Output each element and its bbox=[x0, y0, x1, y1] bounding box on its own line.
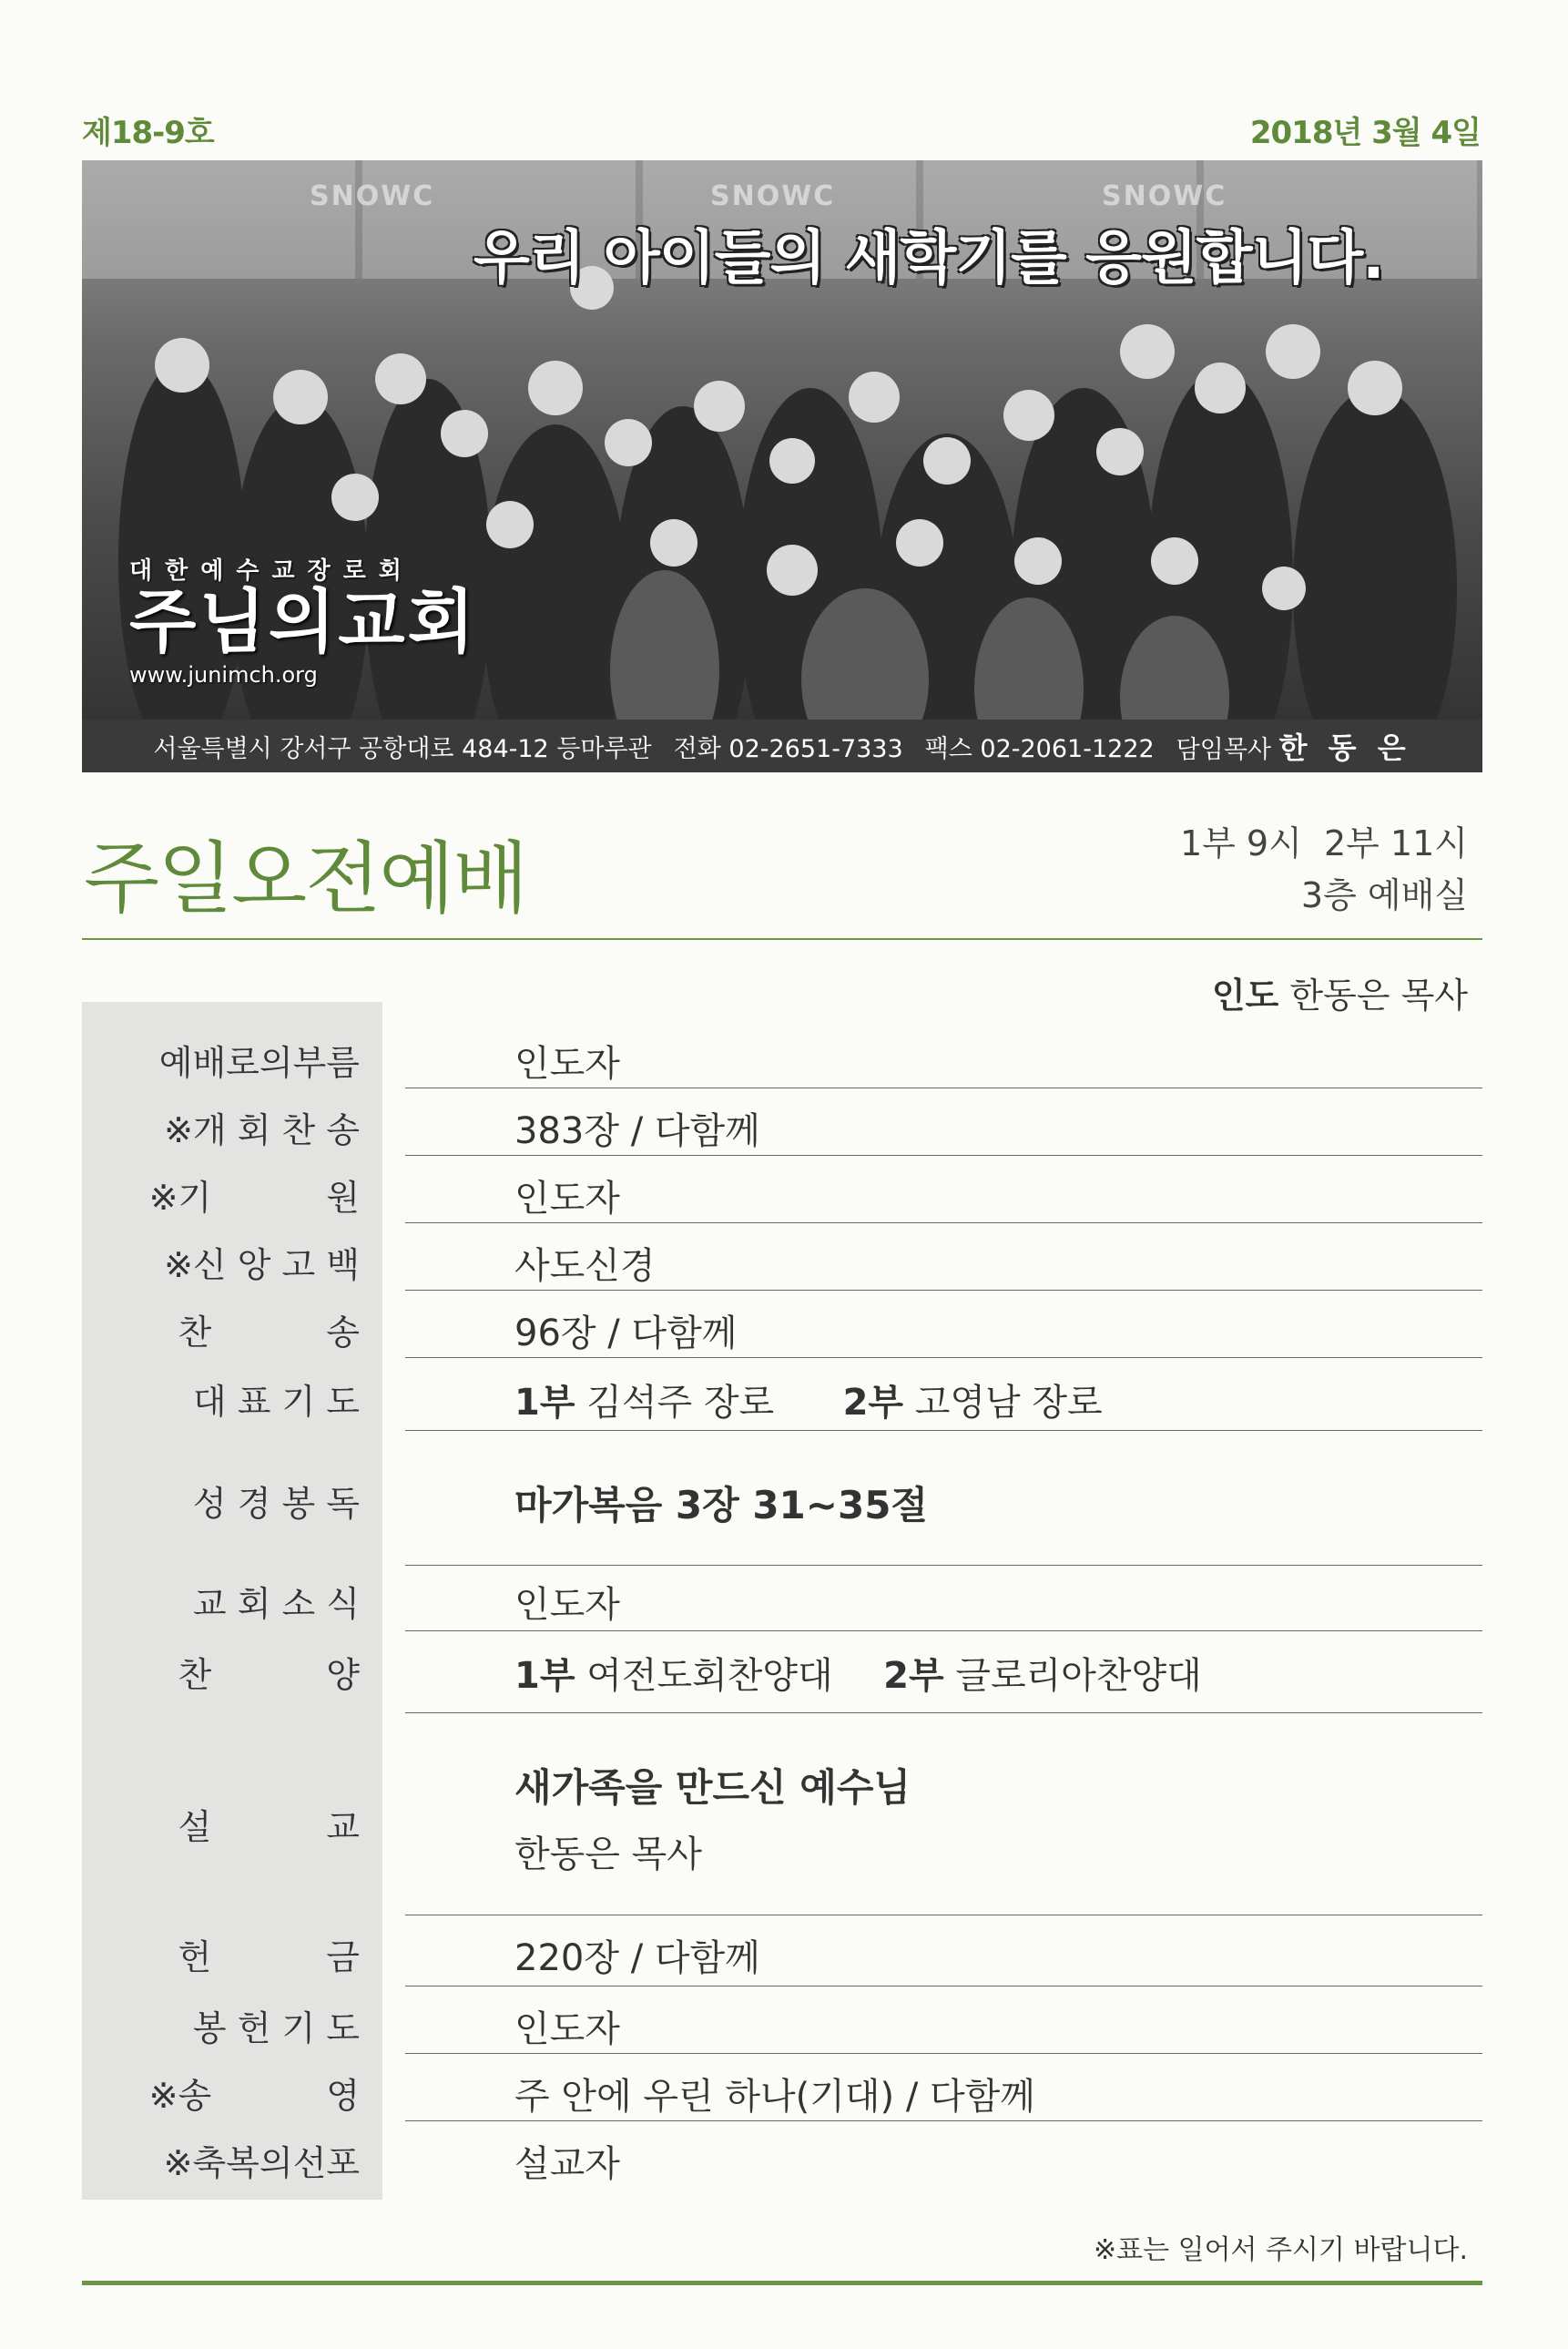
row-divider bbox=[405, 1565, 1482, 1566]
order-label: 교 회 소 식 bbox=[192, 1584, 360, 1624]
order-value: 인도자 bbox=[514, 1178, 620, 1220]
row-divider bbox=[405, 1357, 1482, 1358]
service-place: 3층 예배실 bbox=[1300, 875, 1468, 915]
order-label: ※개 회 찬 송 bbox=[164, 1110, 360, 1150]
part1-value: 김석주 장로 bbox=[586, 1382, 775, 1424]
row-divider bbox=[405, 1155, 1482, 1156]
part1-value: 여전도회찬양대 bbox=[586, 1655, 833, 1697]
order-label: ※신 앙 고 백 bbox=[164, 1245, 360, 1285]
part1-label: 1부 bbox=[514, 1655, 575, 1697]
row-divider bbox=[405, 2120, 1482, 2121]
issue-number: 제18-9호 bbox=[82, 115, 214, 151]
row-divider bbox=[405, 1712, 1482, 1713]
order-label: 헌 금 bbox=[178, 1937, 360, 1977]
sermon-title: 새가족을 만드신 예수님 bbox=[514, 1765, 911, 1810]
service-title: 주일오전예배 bbox=[84, 833, 527, 924]
order-label: 성 경 봉 독 bbox=[192, 1484, 360, 1524]
order-label: ※송 영 bbox=[148, 2076, 360, 2116]
snow-sign: SNOWC bbox=[710, 180, 836, 212]
order-label: 설 교 bbox=[178, 1807, 360, 1847]
church-name: 주님의교회 bbox=[129, 581, 478, 662]
church-phone: 전화 02-2651-7333 bbox=[673, 734, 903, 763]
order-value: 인도자 bbox=[514, 1584, 620, 1626]
photo-headline: 우리 아이들의 새학기를 응원합니다. bbox=[473, 225, 1384, 292]
order-label: 찬 양 bbox=[178, 1655, 360, 1695]
contact-bar bbox=[82, 720, 1482, 772]
pastor-info bbox=[1176, 725, 1411, 767]
pastor-name: 한 동 은 bbox=[1278, 730, 1411, 765]
service-time: 1부 9시 2부 11시 bbox=[1179, 823, 1468, 863]
order-label: ※기 원 bbox=[148, 1178, 360, 1218]
row-divider bbox=[405, 2053, 1482, 2054]
order-value bbox=[514, 1374, 1103, 1425]
order-value: 인도자 bbox=[514, 2008, 620, 2050]
part2-value: 고영남 장로 bbox=[914, 1382, 1103, 1424]
service-leader bbox=[1212, 967, 1468, 1017]
part2-label: 2부 bbox=[883, 1655, 944, 1697]
church-logo bbox=[129, 552, 477, 688]
order-value bbox=[514, 1647, 1202, 1699]
order-value: 383장 / 다함께 bbox=[514, 1110, 760, 1152]
snow-sign: SNOWC bbox=[1102, 180, 1227, 212]
issue-date: 2018년 3월 4일 bbox=[1249, 115, 1481, 151]
order-value: 220장 / 다함께 bbox=[514, 1937, 760, 1979]
order-label: 예배로의부름 bbox=[158, 1043, 360, 1083]
cover-photo bbox=[82, 160, 1482, 772]
row-divider bbox=[405, 1630, 1482, 1631]
row-divider bbox=[405, 1290, 1482, 1291]
scripture-reading: 마가복음 3장 31~35절 bbox=[514, 1483, 928, 1527]
part2-label: 2부 bbox=[842, 1382, 904, 1424]
church-url: www.junimch.org bbox=[129, 661, 318, 688]
order-label: 봉 헌 기 도 bbox=[192, 2008, 360, 2048]
row-divider bbox=[405, 1430, 1482, 1431]
standing-note: ※표는 일어서 주시기 바랍니다. bbox=[1093, 2234, 1468, 2266]
order-label: 대 표 기 도 bbox=[192, 1382, 360, 1422]
order-value: 96장 / 다함께 bbox=[514, 1312, 738, 1354]
denomination: 대한예수교장로회 bbox=[129, 557, 414, 585]
snow-sign: SNOWC bbox=[310, 180, 435, 212]
row-divider bbox=[405, 1222, 1482, 1223]
order-value: 인도자 bbox=[514, 1043, 620, 1085]
part1-label: 1부 bbox=[514, 1382, 575, 1424]
order-value: 사도신경 bbox=[514, 1245, 656, 1287]
church-fax: 팩스 02-2061-1222 bbox=[924, 734, 1155, 763]
pastor-title: 담임목사 bbox=[1176, 736, 1271, 764]
part2-value: 글로리아찬양대 bbox=[955, 1655, 1202, 1697]
order-value: 설교자 bbox=[514, 2143, 620, 2185]
sermon-preacher: 한동은 목사 bbox=[514, 1833, 702, 1875]
service-schedule bbox=[1180, 818, 1468, 922]
order-label: ※축복의선포 bbox=[163, 2143, 360, 2183]
order-value: 주 안에 우린 하나(기대) / 다함께 bbox=[514, 2076, 1035, 2118]
section-divider bbox=[82, 938, 1482, 940]
order-label: 찬 송 bbox=[178, 1312, 360, 1353]
church-address: 서울특별시 강서구 공항대로 484-12 등마루관 bbox=[153, 734, 652, 763]
bottom-divider bbox=[82, 2281, 1482, 2285]
leader-name: 한동은 목사 bbox=[1289, 975, 1468, 1016]
leader-label: 인도 bbox=[1211, 975, 1279, 1016]
